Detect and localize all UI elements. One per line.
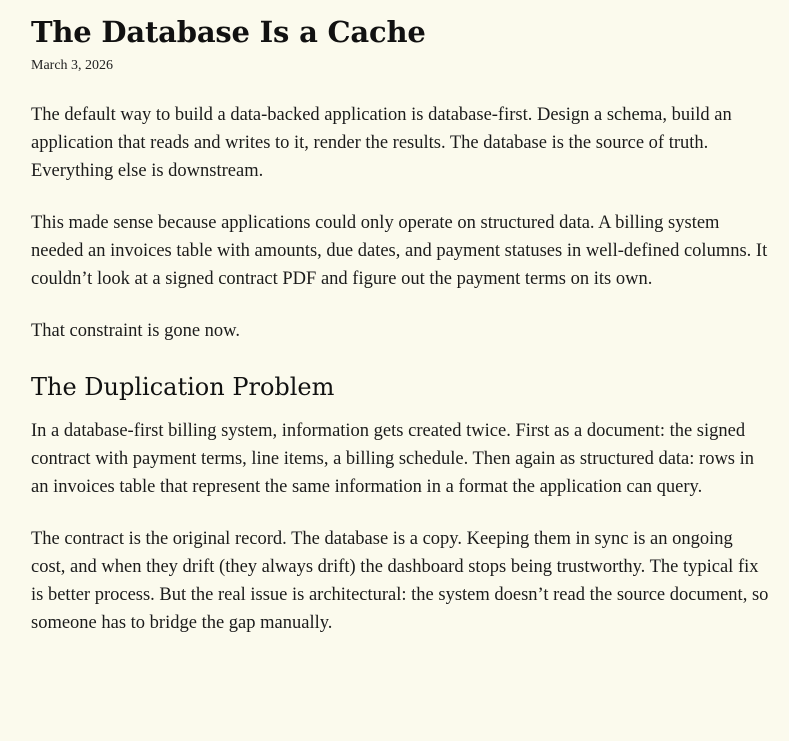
paragraph: This made sense because applications could only operate on structured data. A billing system needed an invoices table with amounts, due dates, and payment statuses in well-defined columns. It couldn’t look at a signed contract PDF and figure out the payment terms on its own. <box>31 213 768 289</box>
paragraph: In a database-first billing system, information gets created twice. First as a document: the signed contract with payment terms, line items, a billing schedule. Then again as structured data: rows in an invoices table that represent the same information in a format the application can query. <box>31 421 755 497</box>
publish-date: March 3, 2026 <box>31 58 114 73</box>
paragraph: The contract is the original record. The database is a copy. Keeping them in sync is an ongoing cost, and when they drift (they always drift) the dashboard stops being trustworthy. The typical fix is better process. But the real issue is architectural: the system doesn’t read the source document, so someone has to bridge the gap manually. <box>31 529 769 633</box>
paragraph: The default way to build a data-backed application is database-first. Design a schema, build an application that reads and writes to it, render the results. The database is the source of truth. Everything else is downstream. <box>31 105 732 181</box>
paragraph: That constraint is gone now. <box>31 321 240 341</box>
section-heading: The Duplication Problem <box>31 373 335 401</box>
page-title: The Database Is a Cache <box>31 15 426 49</box>
